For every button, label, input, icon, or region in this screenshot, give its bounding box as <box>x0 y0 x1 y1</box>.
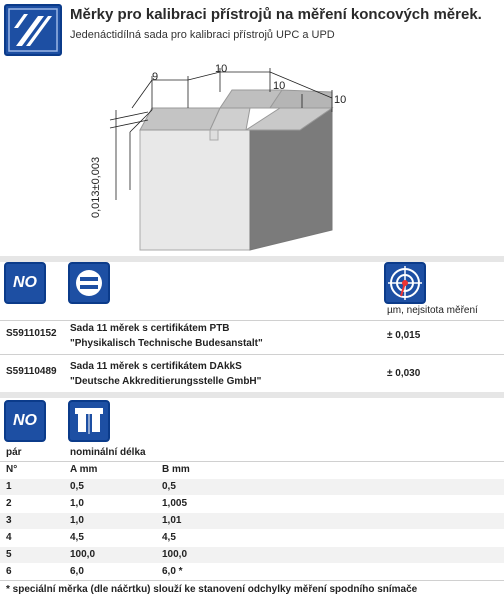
dim-top-2: 10 <box>215 63 228 75</box>
row-divider <box>0 320 504 321</box>
accuracy-column-header: µm, nejsitota měření <box>387 305 478 316</box>
row-b-value: 6,0 * <box>162 566 183 577</box>
gauge-pair-icon <box>68 400 110 442</box>
table1-row-code: S59110152 <box>6 328 57 339</box>
row-b-value: 0,5 <box>162 481 176 492</box>
dim-side: 0,013±0,003 <box>90 156 102 218</box>
table1-row-accuracy: ± 0,030 <box>387 368 421 379</box>
row-a-value: 0,5 <box>70 481 84 492</box>
row-number: 2 <box>6 498 12 509</box>
row-a-value: 1,0 <box>70 515 84 526</box>
no-icon <box>4 262 46 304</box>
row-number: 3 <box>6 515 12 526</box>
pair-label: pár <box>6 447 22 458</box>
table1-row-accuracy: ± 0,015 <box>387 330 421 341</box>
row-number: 6 <box>6 566 12 577</box>
precision-target-icon-graphic <box>386 264 424 302</box>
dim-top-4: 10 <box>334 94 347 106</box>
header-divider <box>0 461 504 462</box>
dim-top-3: 10 <box>273 80 286 92</box>
row-a-value: 100,0 <box>70 549 96 560</box>
table1-row-desc1: Sada 11 měrek s certifikátem PTB <box>70 323 230 334</box>
row-number: 1 <box>6 481 12 492</box>
dim-top-1: 9 <box>152 71 159 83</box>
row-b-value: 4,5 <box>162 532 176 543</box>
table1-row-desc2: "Physikalisch Technische Budesanstalt" <box>70 338 263 349</box>
b-column-header: B mm <box>162 464 190 475</box>
a-column-header: A mm <box>70 464 98 475</box>
brand-logo-icon <box>6 6 60 54</box>
row-b-value: 1,005 <box>162 498 188 509</box>
gauge-pair-icon-graphic <box>70 402 108 440</box>
row-a-value: 6,0 <box>70 566 84 577</box>
footnote: * speciální měrka (dle náčrtku) slouží ke stanovení odchylky měření spodního snímače <box>6 584 418 595</box>
footer-divider <box>0 580 504 581</box>
table1-row-code: S59110489 <box>6 366 57 377</box>
gauge-block-drawing <box>70 50 380 255</box>
row-a-value: 4,5 <box>70 532 84 543</box>
row-b-value: 1,01 <box>162 515 182 526</box>
section-divider <box>0 392 504 398</box>
page-title: Měrky pro kalibraci přístrojů na měření koncových měrek. <box>70 6 482 23</box>
row-divider <box>0 354 504 355</box>
brand-logo <box>4 4 62 56</box>
no-icon-label: NO <box>13 274 37 291</box>
precision-target-icon <box>384 262 426 304</box>
row-number: 4 <box>6 532 12 543</box>
table1-row-desc2: "Deutsche Akkreditierungsstelle GmbH" <box>70 376 262 387</box>
row-number: 5 <box>6 549 12 560</box>
row-b-value: 100,0 <box>162 549 188 560</box>
number-column-header: N° <box>6 464 18 475</box>
no-icon <box>4 400 46 442</box>
equals-icon <box>68 262 110 304</box>
row-a-value: 1,0 <box>70 498 84 509</box>
page-subtitle: Jedenáctidílná sada pro kalibraci přístrojů UPC a UPD <box>70 29 335 41</box>
table1-row-desc1: Sada 11 měrek s certifikátem DAkkS <box>70 361 242 372</box>
no-icon-label: NO <box>13 412 37 429</box>
equals-icon-graphic <box>70 264 108 302</box>
nominal-length-label: nominální délka <box>70 447 146 458</box>
